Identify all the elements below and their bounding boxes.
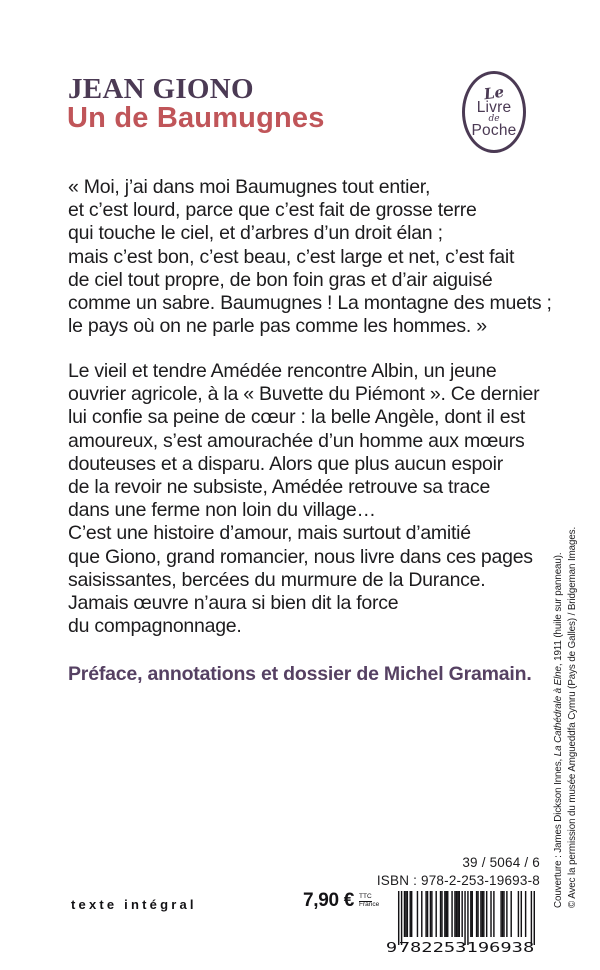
cover-art-credit bbox=[552, 504, 579, 908]
text-line: amoureux, s’est amourachée d’un homme aux mœurs bbox=[68, 429, 525, 452]
credit-artwork-title: La Cathédrale à Elne bbox=[553, 666, 564, 757]
credit-line-1 bbox=[552, 504, 566, 908]
barcode-digit-left: 9 bbox=[385, 939, 398, 955]
author-name: JEAN GIONO bbox=[68, 73, 254, 105]
text-line: douteuses et a disparu. Alors que plus aucun espoir bbox=[68, 452, 503, 475]
edition-label: texte intégral bbox=[71, 897, 197, 912]
logo-word-poche: Poche bbox=[471, 121, 517, 139]
livre-de-poche-logo bbox=[462, 71, 526, 153]
price-tax-note bbox=[359, 891, 379, 909]
text-line: que Giono, grand romancier, nous livre dans ces pages bbox=[68, 545, 533, 568]
logo-word-de: de bbox=[488, 113, 500, 124]
text-line: qui touche le ciel, et d’arbres d’un droit élan ; bbox=[68, 222, 443, 245]
synopsis-text bbox=[68, 360, 539, 638]
text-line: le pays où on ne parle pas comme les hommes. » bbox=[68, 315, 487, 338]
logo-word-le: Le bbox=[482, 82, 506, 103]
text-line: « Moi, j’ai dans moi Baumugnes tout entier, bbox=[68, 176, 431, 198]
text-line: mais c’est bon, c’est beau, c’est large et net, c’est fait bbox=[68, 245, 515, 268]
text-line: C’est une histoire d’amour, mais surtout d’amitié bbox=[68, 522, 471, 545]
preface-note: Préface, annotations et dossier de Michel Gramain. bbox=[68, 663, 532, 685]
text-line: et c’est lourd, parce que c’est fait de grosse terre bbox=[68, 199, 477, 222]
price-tax-label: TTC bbox=[359, 893, 372, 900]
barcode-bars bbox=[398, 891, 535, 945]
text-line: lui confie sa peine de cœur : la belle Angèle, dont il est bbox=[68, 406, 526, 429]
text-line: du compagnonnage. bbox=[68, 615, 242, 638]
price bbox=[303, 891, 379, 911]
book-title: Un de Baumugnes bbox=[67, 102, 325, 134]
credit-line-1-suffix: , 1911 (huile sur panneau). bbox=[553, 552, 564, 667]
credit-line-1-prefix: Couverture : James Dickson Innes, bbox=[553, 756, 564, 908]
text-line: de la revoir ne subsiste, Amédée retrouve sa trace bbox=[68, 476, 491, 499]
price-country-label: France bbox=[359, 901, 380, 908]
barcode-digits-group2: 196938 bbox=[466, 939, 535, 955]
isbn-number: ISBN : 978-2-253-19693-8 bbox=[376, 873, 540, 888]
excerpt-quote bbox=[68, 176, 552, 338]
price-amount: 7,90 € bbox=[303, 890, 355, 911]
barcode-digits-group1: 782253 bbox=[398, 939, 467, 955]
text-line: saisissantes, bercées du murmure de la Durance. bbox=[68, 568, 486, 591]
text-line: ouvrier agricole, à la « Buvette du Piémont ». Ce dernier bbox=[68, 383, 540, 406]
logo-word-livre: Livre bbox=[476, 98, 512, 116]
barcode-svg bbox=[385, 891, 535, 955]
print-code: 39 / 5064 / 6 bbox=[462, 855, 540, 870]
text-line: Le vieil et tendre Amédée rencontre Albin, un jeune bbox=[68, 360, 497, 382]
text-line: comme un sabre. Baumugnes ! La montagne des muets ; bbox=[68, 292, 552, 315]
ean13-barcode bbox=[385, 891, 535, 955]
text-line: de ciel tout propre, de bon foin gras et d’air aiguisé bbox=[68, 268, 493, 291]
text-line: dans une ferme non loin du village… bbox=[68, 499, 376, 522]
text-line: Jamais œuvre n’aura si bien dit la force bbox=[68, 592, 399, 615]
credit-line-2: © Avec la permission du musée Amgueddfa Cymru (Pays de Galles) / Bridgeman Images. bbox=[566, 526, 578, 908]
